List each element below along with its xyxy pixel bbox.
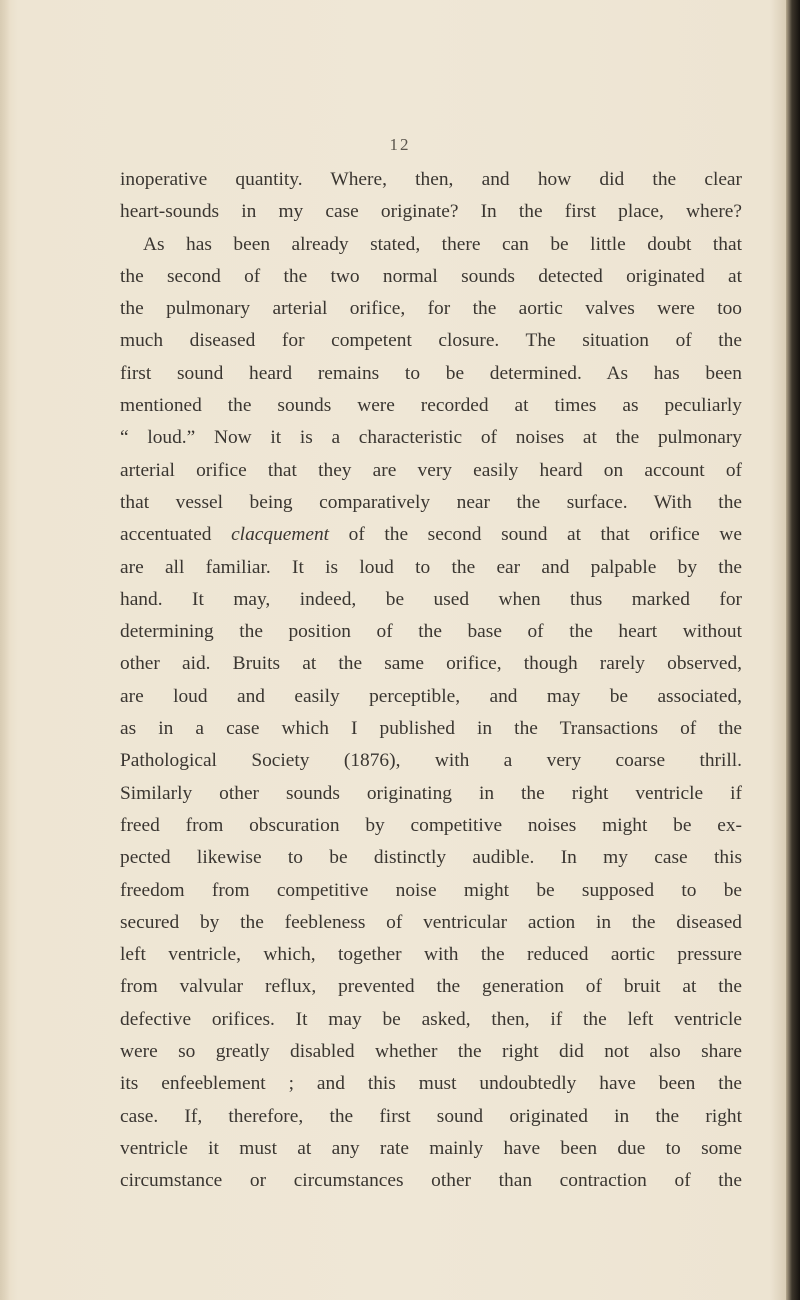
page-edge-shadow xyxy=(786,0,800,1300)
text-line: much diseased for competent closure. The situation of the xyxy=(120,330,742,352)
text-line: that vessel being comparatively near the surface. With the xyxy=(120,491,742,513)
italic-term: clacquement xyxy=(231,524,330,546)
page-number: 12 xyxy=(389,135,411,154)
text-line: mentioned the sounds were recorded at times as peculiarly xyxy=(120,395,742,417)
text-line: are loud and easily perceptible, and may be associated, xyxy=(120,685,742,707)
text-line: determining the position of the base of the heart without xyxy=(120,621,742,643)
text-line: hand. It may, indeed, be used when thus marked for xyxy=(120,588,742,610)
text-line: first sound heard remains to be determined. As has been xyxy=(120,362,742,384)
text-line: “ loud.” Now it is a characteristic of noises at the pulmonary xyxy=(120,427,742,449)
text-fragment: accentuated xyxy=(120,524,212,546)
text-line: defective orifices. It may be asked, then, if the left ventricle xyxy=(120,1008,742,1030)
text-line-with-italic xyxy=(120,519,742,551)
text-line: case. If, therefore, the first sound originated in the right xyxy=(120,1105,742,1127)
text-line: arterial orifice that they are very easily heard on account of xyxy=(120,459,742,481)
text-line: heart-sounds in my case originate? In the first place, where? xyxy=(120,201,742,223)
text-line: the pulmonary arterial orifice, for the aortic valves were too xyxy=(120,298,742,320)
text-line: ventricle it must at any rate mainly have been due to some xyxy=(120,1137,742,1159)
text-line: other aid. Bruits at the same orifice, though rarely observed, xyxy=(120,653,742,675)
text-line: are all familiar. It is loud to the ear and palpable by the xyxy=(120,556,742,578)
text-line: As has been already stated, there can be little doubt that xyxy=(143,233,742,255)
body-text xyxy=(120,164,742,1198)
text-line: left ventricle, which, together with the reduced aortic pressure xyxy=(120,944,742,966)
page-gutter-shadow xyxy=(0,0,10,1300)
text-line: the second of the two normal sounds detected originated at xyxy=(120,265,742,287)
text-line: from valvular reflux, prevented the generation of bruit at the xyxy=(120,976,742,998)
text-line: its enfeeblement ; and this must undoubtedly have been the xyxy=(120,1073,742,1095)
text-line: freedom from competitive noise might be supposed to be xyxy=(120,879,742,901)
text-line: as in a case which I published in the Transactions of the xyxy=(120,718,742,740)
text-line: were so greatly disabled whether the right did not also share xyxy=(120,1041,742,1063)
text-line: secured by the feebleness of ventricular action in the diseased xyxy=(120,911,742,933)
text-line: Pathological Society (1876), with a very coarse thrill. xyxy=(120,750,742,772)
text-line: Similarly other sounds originating in the right ventricle if xyxy=(120,782,742,804)
text-line: freed from obscuration by competitive noises might be ex- xyxy=(120,814,742,836)
text-fragment: of the second sound at that orifice we xyxy=(348,524,742,546)
text-line: inoperative quantity. Where, then, and how did the clear xyxy=(120,169,742,190)
text-line: pected likewise to be distinctly audible. In my case this xyxy=(120,847,742,869)
text-line: circumstance or circumstances other than contraction of the xyxy=(120,1170,742,1192)
